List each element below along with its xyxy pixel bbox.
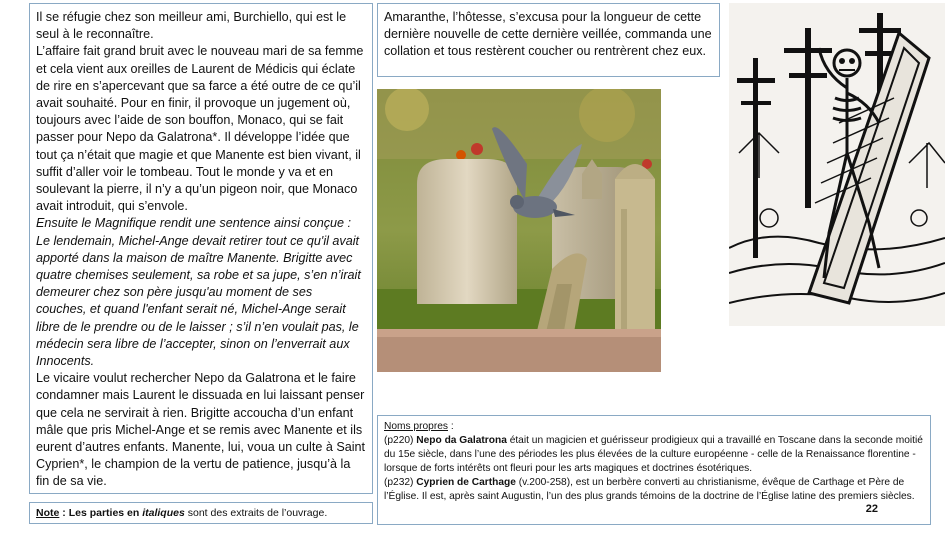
woodcut-drawing (729, 3, 945, 326)
entry-cyprien (384, 476, 924, 504)
entry-cyprien-name: Cyprien de Carthage (416, 476, 516, 488)
proper-nouns-heading-sep: : (447, 421, 454, 432)
page-number: 22 (865, 503, 878, 516)
proper-nouns-box (377, 415, 931, 525)
note-italic: italiques (142, 507, 185, 519)
note-sep: : (59, 507, 69, 519)
epilogue-box (377, 3, 720, 77)
note-label: Note (36, 507, 60, 519)
death-woodcut-illustration (729, 3, 945, 326)
epilogue-text: Amaranthe, l’hôtesse, s’excusa pour la longueur de cette dernière nouvelle de cette dernière veillée, commanda une collation et tous restèrent coucher ou rentrèrent chez eux. (384, 10, 712, 59)
note-rest: sont des extraits de l’ouvrage. (184, 507, 328, 519)
entry-nepo (384, 434, 924, 476)
entry-cyprien-ref: (p232) (384, 476, 417, 488)
entry-cyprien-text: (v.200-258), est un berbère converti au christianisme, évêque de Carthage et Père de l’Église. Il est, après saint Augustin, l’un des plus grands témoins de la doctrine de l’Église latine des premiers siècles. (384, 476, 915, 502)
paragraph-vicar: Le vicaire voulut rechercher Nepo da Galatrona et le faire condamner mais Laurent le dissuada en lui laissant penser que cela ne servirait à rien. Brigitte accoucha d’un enfant mâle que pris Michel-Ange et se remis avec Manente et ils eurent d’autres enfants. Manente, lui, voua un culte à Saint Cyprien*, le champion de la vertu de patience, jusqu’à la fin de sa vie. (36, 371, 366, 489)
paragraph-affair: L’affaire fait grand bruit avec le nouveau mari de sa femme et cela vient aux oreilles de Laurent de Médicis qui éclate de rire en s’apercevant que sa farce a été outre de ce qu’il avait souhaité. Pour en finir, il provoque un jugement où, toujours avec l’aide de son bouffon, Monaco, qui se fait passer pour Nepo da Galatrona*. Il développe l’idée que tout ça n’était que magie et que Manente est bien vivant, il suffit d’aller voir le tombeau. Tout le monde y va et en soulevant la pierre, il n’y a qu’un pigeon noir, que Monaco avait introduit, qui s’envole. (36, 44, 364, 214)
paragraph-sentence-quote: Ensuite le Magnifique rendit une sentence ainsi conçue : Le lendemain, Michel-Ange devait retirer tout ce qu'il avait apporté dans la maison de maître Manente. Brigitte avec quatre chemises seulement, sa robe et sa jupe, s’en n’irait demeurer chez son père jusqu'au moment de ses couches, et quand l'enfant serait né, Michel-Ange serait libre de le prendre ou de le laisser ; s’il n’en voulait pas, le médecin sera libre de l’accepter, sinon on l’enverrait aux Innocents. (36, 216, 361, 369)
photo-illustration (377, 89, 661, 372)
note-bold: Les parties en (68, 507, 143, 519)
entry-nepo-ref: (p220) (384, 434, 417, 446)
proper-nouns-heading (384, 420, 924, 434)
entry-nepo-name: Nepo da Galatrona (416, 434, 507, 446)
note-box (29, 502, 373, 524)
paragraph-refuge: Il se réfugie chez son meilleur ami, Burchiello, qui est le seul à le reconnaître. (36, 10, 347, 42)
main-text-box (29, 3, 373, 494)
entry-nepo-text: était un magicien et guérisseur prodigieux qui a travaillé en Toscane dans la seconde moitié du 15e siècle, dans l’une des périodes les plus élevées de la culture européenne - celle de la Renaissance florentine - lorsque de forts intérêts ont fleuri pour les arts magiques et doctrines ésotériques. (384, 434, 923, 474)
pigeon-gravestones-photo (377, 89, 661, 372)
proper-nouns-heading-label: Noms propres (384, 421, 448, 432)
